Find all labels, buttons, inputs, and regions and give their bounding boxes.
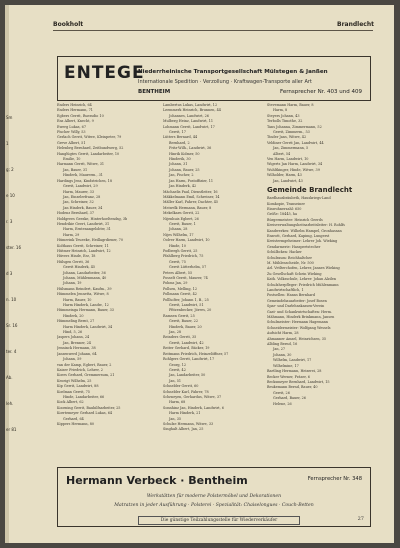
directory-entry: Helenbrg Bernhard, Zeitbundwerg, 52 — [57, 146, 124, 151]
directory-entry: Pfahlberg Friedrich, 75 — [163, 254, 204, 259]
directory-entry: Koorning Gerrit, Bauhilfsarbeiter, 25 — [57, 405, 121, 410]
directory-entry: Hanglügtes Gerrit, Landarbeiter, 10 — [57, 151, 120, 156]
directory-entry: Jan, 28 — [169, 330, 182, 335]
directory-entry: Wilhelmine, 17 — [273, 363, 299, 368]
directory-entry: Posselt Gerrit, Maurer, 74 — [163, 276, 208, 280]
margin-note: ter. 4 — [6, 349, 17, 354]
directory-entry: Jan, 51 — [169, 378, 182, 383]
directory-entry: Schnelder Gerrit, 60 — [163, 384, 199, 389]
directory-entry: Gerhard, Bauer, 26 — [273, 396, 306, 401]
directory-entry: Hümmeinga Hermann, Bauer, 33 — [57, 308, 114, 313]
margin-note: leh. — [6, 401, 14, 406]
directory-entry: Kaiser Friedrich, Lehrer, 2 — [57, 367, 103, 372]
directory-entry: Harmann Gerrit, Witwe, 31 — [57, 162, 105, 167]
directory-entry: Johann, 30 — [273, 352, 292, 357]
directory-entry: Hinrik Kolmer, 50 — [169, 151, 200, 156]
margin-note: Sr. 16 — [6, 323, 18, 328]
directory-entry: Harm Hinderk, Landw., 12 — [63, 303, 109, 308]
header-rule — [53, 30, 373, 31]
directory-entry: Ewerg Lukas, 67 — [57, 124, 86, 129]
verbeck-advertisement — [57, 467, 371, 527]
directory-entry: Podbergh Gerrit, 25 — [163, 248, 198, 253]
directory-entry: Postsellen: Hanns Bernhard — [267, 293, 316, 298]
directory-entry: Bardhausbräubeth, Hauskriegs-Land — [267, 196, 331, 201]
ad-company-name: Hermann Verbeck · Bentheim — [66, 474, 248, 487]
directory-entry: Enders Heinrich, 64 — [57, 103, 92, 107]
directory-entry: Jan, Landwirt, 43 — [273, 178, 303, 183]
directory-entry: Pollholter, Johann 1, B., 25 — [163, 297, 209, 302]
directory-entry: Harm Hinderk, Landwirt, 34 — [63, 324, 113, 329]
directory-entry: Spar- und Darlehnskassen-Verein — [267, 304, 325, 309]
directory-entry: Ahmanner Amsel, Heinrichsen, 35 — [267, 336, 327, 341]
directory-entry: Bartling Hermann, Heizerei, 28 — [267, 369, 322, 374]
ad-products: Matratzen in jeder Ausführung · Polsterei · Spezialität: Chaiselongues · Couch-Betten — [114, 503, 314, 508]
directory-entry: Pfitzenbecker, Jörres, 20 — [169, 308, 212, 313]
directory-entry: Fischer Willy, 53 — [57, 130, 86, 135]
directory-entry: Kock Albert, 62 — [57, 400, 84, 405]
directory-entry: Johann, 28 — [169, 227, 188, 232]
directory-entry: Mulberg Heinz, Landwirt, 11 — [163, 119, 214, 124]
directory-entry: Johann, Bauer, 25 — [169, 167, 200, 172]
directory-entry: Mähmann, Hinderk Brinkmann, Jansen — [267, 315, 335, 320]
directory-entry: Wuhltkinger, Hinde, Witwe, 39 — [267, 167, 320, 172]
ad-tagline: Werkstätten für moderne Polstermöbel und Dekorationen — [146, 494, 282, 499]
directory-entry: Hütmer Heinrich, Landwirt, 12 — [57, 248, 111, 253]
directory-entry: Schneidermeister: Wolfgang Wessels — [267, 325, 331, 330]
ad-location: BENTHEIM — [138, 89, 171, 95]
directory-entry: van der Kamp, Egbert, Bauer, 2 — [57, 362, 112, 367]
ad-phone: Fernsprecher Nr. 403 und 409 — [279, 89, 362, 95]
directory-entry: Steyers Johann, 43 — [267, 113, 300, 118]
directory-entry: Johann, 59 — [63, 357, 82, 362]
directory-entry: Stevemann Harm, Bauer, 8 — [267, 103, 314, 107]
directory-entry: Ven Harm, Landwirt, 10 — [267, 157, 309, 162]
directory-entry: Oolver Harm, Landwirt, 10 — [163, 238, 210, 243]
directory-entry: Gerrit, 75 — [169, 259, 186, 264]
directory-entry: Hinderik, 30 — [169, 157, 191, 162]
directory-entry: Wilholder, Harm, 43 — [267, 173, 302, 178]
directory-entry: Schrneyen, Gerhardus, Witwe, 37 — [163, 394, 222, 399]
directory-entry: Gerrit, Landwirt, 42 — [169, 340, 204, 345]
ad-company-subtitle: Niederrheinische Transportgesellschaft Mülstegen & Janßen — [138, 69, 328, 75]
directory-entry: Jan, Landarbeiter, 50 — [169, 373, 206, 378]
directory-entry: Mächaelis Paul, Dienstleiter, 16 — [163, 189, 218, 194]
directory-entry: Jaspers Johann, 24 — [57, 335, 90, 340]
directory-entry: Jenninck Hermann, 38 — [57, 346, 96, 351]
directory-entry: Mäkkelmann Emil, Schreiner, 14 — [163, 194, 220, 199]
directory-entry: Holdgrees Geeske, Hinterhoeltendsg, 3b — [57, 216, 128, 221]
directory-entry: Hülsmann Reindert, Kaufm., 39 — [57, 286, 112, 291]
directory-entry: Gerrit Hinderk, 45 — [63, 265, 96, 270]
directory-entry: Jan Hinderk, 42 — [169, 184, 197, 189]
directory-column-3 — [267, 103, 369, 407]
directory-entry: Bürgermeister: Heinrich Geerds — [267, 217, 323, 222]
directory-entry: Pohms Jan, 29 — [163, 281, 188, 286]
directory-entry: Kreistermgeheimer: Lehrer Joh. Wieking — [267, 239, 338, 244]
directory-entry: Kreisverwaltungsheitsarbeitsleiter: H. Rohlfs — [267, 223, 345, 228]
directory-entry: Lambertus Lukas, Landwirt, 12 — [163, 103, 218, 107]
directory-entry: Tans Johanna, Zimmermann, 52 — [267, 124, 322, 129]
directory-entry: Jan, 27 — [273, 347, 286, 352]
directory-entry: Gerrit, Bauer, 1 — [169, 221, 196, 226]
directory-entry: Hinde, Landarbeiter, 66 — [63, 394, 105, 399]
directory-entry: Arl. Vetlterchofen, Lehrer, Jannes Wieking — [267, 266, 340, 271]
directory-entry: Jan Hinderk, Bauer, 34 — [63, 205, 103, 210]
directory-entry: Pollsen, Melling, 12 — [163, 286, 197, 291]
directory-entry: Mäller Karl, Fahrer, Dachter, 45 — [163, 200, 219, 205]
margin-note: Ab. — [6, 375, 13, 380]
directory-entry: Mekelkarn Gerrit, 22 — [163, 211, 200, 216]
directory-entry: Harm, Maurer, 33 — [63, 189, 94, 194]
directory-entry: Kip Gerrit, Landwirt, 88 — [57, 384, 99, 389]
directory-entry: Bernhard, 2 — [169, 140, 190, 145]
running-head-left: Bookholt — [53, 21, 84, 28]
margin-note: e 10 — [6, 193, 15, 198]
margin-note: g; 2 — [6, 167, 14, 172]
directory-column-2 — [163, 103, 265, 433]
directory-entry: Johann, Mühlenmann, 40 — [63, 276, 107, 280]
directory-entry: Kath. Volksschule, Lehrer: Johan Alzilen — [267, 277, 337, 282]
directory-entry: Fritz-Wilh., Landwirt, 36 — [169, 146, 212, 151]
margin-note: er 81 — [6, 427, 17, 432]
directory-entry: Albling Bernd, 16 — [267, 342, 298, 347]
directory-entry: Schulze Hermann, Witwe, 33 — [163, 421, 214, 426]
directory-entry: Harm, 8 — [273, 108, 288, 113]
directory-entry: Gast- und Schankwirtschaften: Herm. — [267, 309, 333, 314]
directory-entry: Nijenhuis Egbert, 26 — [163, 216, 199, 221]
directory-entry: Hüvers Hinde, Erz, 18 — [57, 254, 96, 259]
directory-entry: Wilhelm, Landwirt, 17 — [273, 358, 312, 363]
directory-entry: Kolthaus Gerrit, Schreiner, 11 — [57, 243, 109, 248]
directory-entry: Hümmelen Jennetta, Witwe, 8 — [57, 292, 109, 297]
directory-entry: Ensrott, Gerhard, Kapimg, Lungerst — [267, 233, 330, 238]
directory-entry: Peters Albert, 55 — [163, 270, 193, 275]
directory-entry: Gemeindebauarbeiter: Josef Bosen — [267, 298, 327, 303]
directory-entry: Kroeigt Wilhelm, 25 — [57, 378, 92, 383]
directory-entry: Johannes, Landwirt, 26 — [169, 113, 209, 118]
directory-entry: Ramsen Gerrit, 25 — [163, 313, 195, 318]
margin-note: d 3 — [6, 271, 13, 276]
directory-entry: Ens Albert, Knecht, 9 — [57, 119, 94, 124]
directory-entry: Georg, 12 — [169, 362, 187, 367]
directory-entry: Zu Gesellschaft Schein Wieking — [267, 271, 322, 276]
directory-entry: Hendrikie Geert, Landwirt, 31 — [57, 221, 110, 226]
directory-entry: Gerrit, 17 — [169, 130, 186, 135]
directory-entry: Gerrit, Zimmerm., 53 — [273, 130, 310, 135]
directory-entry: Hümmeling Bernt, 27 — [57, 319, 95, 324]
margin-note: r. 3 — [6, 219, 13, 224]
directory-entry: Jansenwerd Johann, 64 — [57, 351, 97, 356]
directory-entry: Gerrit, 42 — [169, 367, 186, 372]
margin-note: 1 — [6, 141, 9, 146]
directory-entry: Reinders Gerrit, 35 — [163, 335, 197, 340]
directory-entry: Harm, 29 — [63, 232, 80, 237]
directory-entry: Landwirtschaftlich, 1 — [267, 288, 304, 292]
directory-entry: Schulraum: Reichhaltcher — [267, 255, 313, 260]
directory-entry: Wigerts Jan Harm, Landwirt, 34 — [267, 162, 323, 167]
directory-entry: Harm Hinderk, 21 — [169, 411, 201, 416]
margin-note: ster. 16 — [6, 245, 22, 250]
directory-entry: Becker Werner, Fräser, 6 — [267, 374, 310, 379]
directory-entry: Gerlach Gerrit, Witwe, Kleinpeter, 79 — [57, 135, 122, 140]
directory-entry: Johann, Landarbeiter, 36 — [63, 270, 106, 275]
directory-entry: Hinderk, Bauer, 20 — [169, 324, 202, 329]
directory-entry: Harm, 68 — [169, 400, 186, 405]
directory-entry: Reitmann Friedrich, Heinzelöffner, 57 — [163, 351, 229, 356]
directory-entry: M. Mühlenscheide, Nr. 500 — [267, 260, 314, 265]
directory-entry: Jan, Zimmermann, 5 — [273, 146, 309, 151]
directory-entry: Aufsicht Harm, 28 — [267, 331, 299, 336]
directory-entry: Schnelder Karl, Fahrer, 78 — [163, 389, 209, 394]
directory-entry: Lütters Bernard, 44 — [163, 135, 198, 140]
directory-entry: Koelman Gerrit, 75 — [57, 389, 90, 394]
directory-entry: Größe: 18445, ha — [267, 212, 298, 217]
directory-entry: Gerhard, 64 — [63, 416, 84, 421]
directory-entry: Gerrit, Bauer, 22 — [169, 319, 198, 324]
directory-entry: Sonnhinz Jan, Hinderk, Landwirt, 6 — [163, 405, 224, 410]
directory-entry: Singhalt Albert, Jan, 25 — [163, 427, 204, 432]
ad-services: Internationale Spedition · Verzollung · Kraftwagen-Transporte aller Art — [138, 79, 312, 85]
directory-entry: Egbers Gerrit, Ruessdio 10 — [57, 113, 104, 118]
directory-entry: Schülbcken: Hacker — [267, 250, 302, 255]
directory-entry: Terbolls Timothe, 32 — [267, 119, 303, 124]
directory-entry: Hinde, 10 — [169, 243, 186, 248]
directory-entry: Enders Hermann, 71 — [57, 108, 93, 113]
directory-entry: Johann, 19 — [63, 281, 82, 286]
directory-entry: Hodenz Bernhard, 37 — [57, 211, 94, 216]
directory-entry: Lohmann Gerrit, Landwirt, 17 — [163, 124, 215, 129]
page-number: 27 — [357, 516, 364, 522]
directory-entry: Jan, Brenner, 24 — [63, 340, 91, 345]
directory-entry: Jan, Einzelerfranz, 28 — [63, 194, 101, 199]
directory-entry: Korrtemeyer Gerhard Lukas, 64 — [57, 411, 113, 416]
directory-entry: Harm, Erntenangelobtw, 31 — [63, 227, 111, 232]
directory-entry: Einwohnerzahl: 650 — [267, 206, 302, 211]
directory-entry: Tinder Jans, Witwe, 42 — [267, 135, 307, 140]
directory-entry: Reiter Gerhard, Bäcker, 19 — [163, 346, 210, 351]
ad-payment-note: Die günstige Teilzahlungsstelle für Wiederverkäufer — [138, 516, 300, 525]
ad-company-name: ENTEGE — [64, 63, 145, 83]
directory-entry: Meiwelk Hermann, Bauer, 8 — [163, 205, 212, 210]
directory-entry: Jan Harm, Postoffizier, 11 — [169, 178, 214, 183]
directory-entry: Hümerink Teueeke, Heillagrdiener, 70 — [57, 238, 123, 243]
directory-entry: Hülsgen Gerrit, 36 — [57, 259, 90, 264]
directory-entry: Kandwerkes: Wilhelm Hampel, Gronhassan — [267, 228, 342, 233]
directory-entry: Johann, 31 — [169, 162, 188, 167]
margin-note: Sm — [6, 115, 13, 120]
directory-entry: Gerrit, 26 — [273, 390, 290, 395]
directory-entry: Beukemann Bernd, Bauer, 40 — [267, 385, 318, 390]
directory-entry: Komkopie, Transeiner — [267, 201, 305, 206]
directory-entry: Hinderk, Maurerm., 31 — [63, 173, 103, 178]
directory-entry: Nijes Wilhelm, 17 — [163, 232, 194, 237]
directory-entry: Becksmeyer Bernhard, Landwirt, 15 — [267, 379, 330, 384]
directory-entry: Jan, Bauer, 31 — [63, 167, 88, 172]
directory-entry: Gerrit, Landwirt, 29 — [63, 184, 98, 189]
directory-page — [5, 5, 394, 543]
directory-entry: Kippers Hermann, 80 — [57, 421, 95, 426]
directory-entry: Jan, Schreiner, 32 — [63, 200, 94, 205]
directory-entry: Albert, 54 — [273, 151, 291, 156]
entege-advertisement — [57, 56, 371, 101]
directory-entry: Gerrit, Landwirt, 51 — [169, 303, 204, 308]
directory-entry: Leemmerk Heinrich, Brunnen, 44 — [163, 108, 221, 113]
directory-entry: Schulmeister: Hermann Hagemann — [267, 320, 328, 325]
directory-entry: Rohlgers Gerrit, Landwirt, 17 — [163, 357, 215, 362]
directory-entry: Emilie, 10 — [63, 157, 81, 162]
directory-entry: Gerrit Lütterhelm, 57 — [169, 265, 207, 270]
directory-entry: Harm, Bauer, 10 — [63, 297, 92, 302]
directory-entry: Jan, Fischer, 2 — [169, 173, 194, 178]
directory-entry: Jan, 35 — [169, 416, 182, 421]
directory-entry: Pollmann Gerrit, 42 — [163, 292, 197, 297]
ad-phone: Fernsprecher Nr. 348 — [307, 476, 362, 482]
directory-entry: Veldiner Gerrit Jan, Landwirt, 44 — [267, 140, 324, 145]
section-heading: Gemeinde Brandlecht — [267, 186, 353, 195]
running-head-right: Brandlecht — [337, 21, 374, 28]
margin-note: n. 10 — [6, 297, 17, 302]
directory-entry: Greve Albert, 51 — [57, 140, 86, 145]
directory-entry: Hind, 5, 26 — [63, 330, 83, 335]
directory-entry: Hardings Jens, Kindstrichen, 18 — [57, 178, 112, 183]
directory-entry: Koers Gerhard, Gremmersum, 21 — [57, 373, 115, 378]
directory-column-1 — [57, 103, 159, 427]
directory-entry: Hinderk, 20 — [63, 313, 84, 318]
directory-entry: Helene, 26 — [273, 401, 292, 406]
directory-entry: Schulzherpfleger: Friedrich Mühlenmann — [267, 282, 339, 287]
directory-entry: Gendarmerie: Hasspertstecher — [267, 244, 321, 249]
